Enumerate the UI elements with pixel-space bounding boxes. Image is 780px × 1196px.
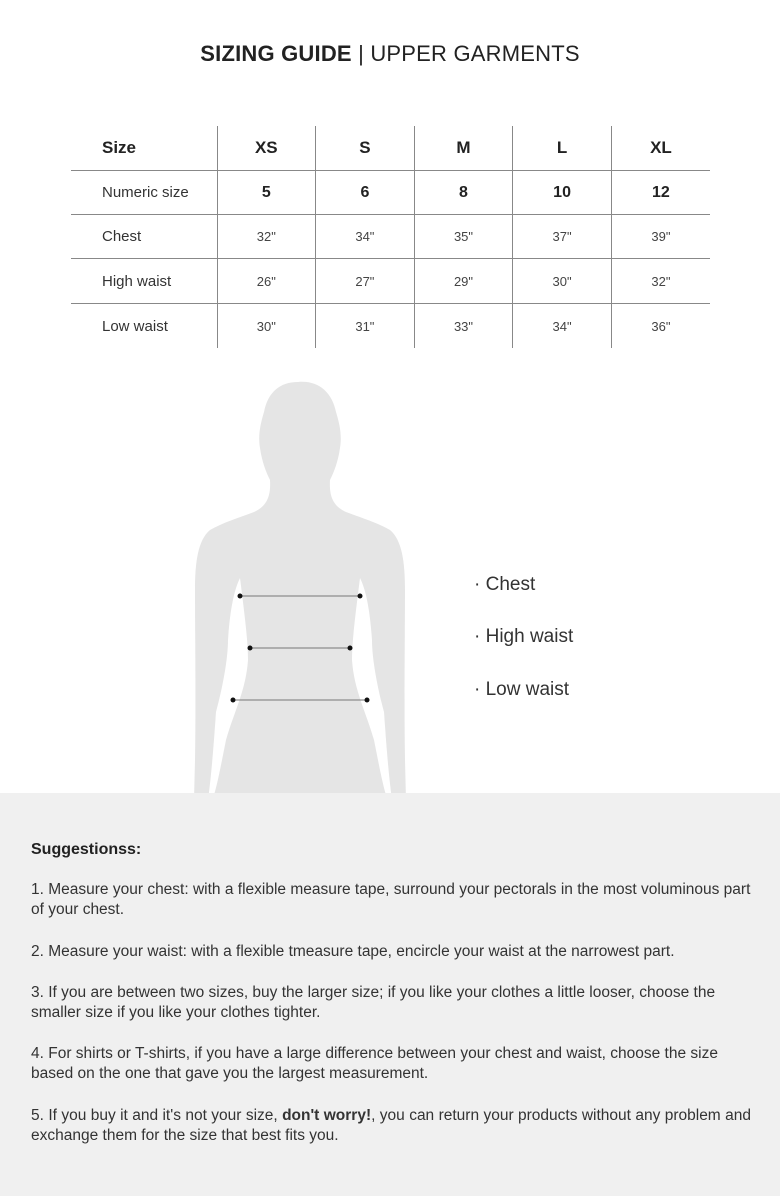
table-cell: 12	[611, 171, 710, 215]
table-cell: 30"	[217, 304, 316, 349]
row-label: High waist	[71, 259, 217, 304]
table-cell: 26"	[217, 259, 316, 304]
table-cell: 39"	[611, 215, 710, 259]
table-row-high-waist	[71, 259, 710, 304]
size-table	[71, 126, 710, 348]
table-cell: 31"	[316, 304, 415, 349]
title-bold: SIZING GUIDE	[200, 41, 352, 66]
low-waist-right-dot	[365, 698, 370, 703]
header-l: L	[513, 126, 612, 171]
table-cell: 29"	[414, 259, 513, 304]
table-cell: 33"	[414, 304, 513, 349]
table-cell: 10	[513, 171, 612, 215]
suggestion-2	[31, 942, 751, 962]
table-header-row	[71, 126, 710, 171]
suggestion-1	[31, 880, 751, 920]
table-cell: 27"	[316, 259, 415, 304]
chest-left-dot	[238, 594, 243, 599]
suggestions-panel	[0, 793, 780, 1196]
suggestion-number: 1.	[31, 881, 44, 898]
suggestion-number: 3.	[31, 984, 44, 1001]
title-separator: |	[358, 41, 365, 66]
high-waist-left-dot	[248, 646, 253, 651]
suggestion-text: , you can return your products without any problem and exchange them for the size that best fits you.	[31, 1107, 751, 1144]
table-cell: 37"	[513, 215, 612, 259]
table-cell: 32"	[611, 259, 710, 304]
legend-chest: · Chest	[474, 574, 536, 595]
header-xs: XS	[217, 126, 316, 171]
suggestion-5	[31, 1106, 751, 1146]
table-cell: 35"	[414, 215, 513, 259]
suggestion-text: Measure your waist: with a flexible tmeasure tape, encircle your waist at the narrowest part.	[43, 943, 675, 960]
table-cell: 5	[217, 171, 316, 215]
body-silhouette-figure	[0, 370, 780, 800]
suggestion-text: If you are between two sizes, buy the larger size; if you like your clothes a little looser, choose the smaller size if you like your clothes tighter.	[31, 984, 716, 1021]
legend-high-waist: · High waist	[474, 626, 574, 647]
table-cell: 32"	[217, 215, 316, 259]
suggestion-text: For shirts or T-shirts, if you have a large difference between your chest and waist, choose the size based on the one that gave you the largest measurement.	[31, 1045, 718, 1082]
row-label: Low waist	[71, 304, 217, 349]
suggestion-3	[31, 983, 751, 1023]
table-row-numeric	[71, 171, 710, 215]
suggestion-text: If you buy it and it's not your size,	[43, 1107, 283, 1124]
title-subtitle: UPPER GARMENTS	[370, 41, 580, 66]
suggestion-bold-text: don't worry!	[282, 1107, 372, 1124]
table-cell: 30"	[513, 259, 612, 304]
suggestions-heading: Suggestionss:	[31, 841, 142, 858]
legend-low-waist: · Low waist	[474, 679, 570, 700]
table-cell: 34"	[513, 304, 612, 349]
header-m: M	[414, 126, 513, 171]
suggestion-number: 4.	[31, 1045, 44, 1062]
row-label: Numeric size	[71, 171, 217, 215]
table-cell: 8	[414, 171, 513, 215]
suggestion-text: Measure your chest: with a flexible measure tape, surround your pectorals in the most voluminous part of your chest.	[31, 881, 751, 918]
suggestion-number: 2.	[31, 943, 44, 960]
suggestion-number: 5.	[31, 1107, 44, 1124]
table-row-chest	[71, 215, 710, 259]
low-waist-left-dot	[231, 698, 236, 703]
row-label: Chest	[71, 215, 217, 259]
suggestion-4	[31, 1044, 751, 1084]
high-waist-right-dot	[348, 646, 353, 651]
table-cell: 36"	[611, 304, 710, 349]
header-s: S	[316, 126, 415, 171]
chest-right-dot	[358, 594, 363, 599]
table-cell: 6	[316, 171, 415, 215]
header-size: Size	[102, 138, 137, 157]
header-xl: XL	[611, 126, 710, 171]
table-cell: 34"	[316, 215, 415, 259]
table-row-low-waist	[71, 304, 710, 349]
page-title	[0, 41, 780, 67]
